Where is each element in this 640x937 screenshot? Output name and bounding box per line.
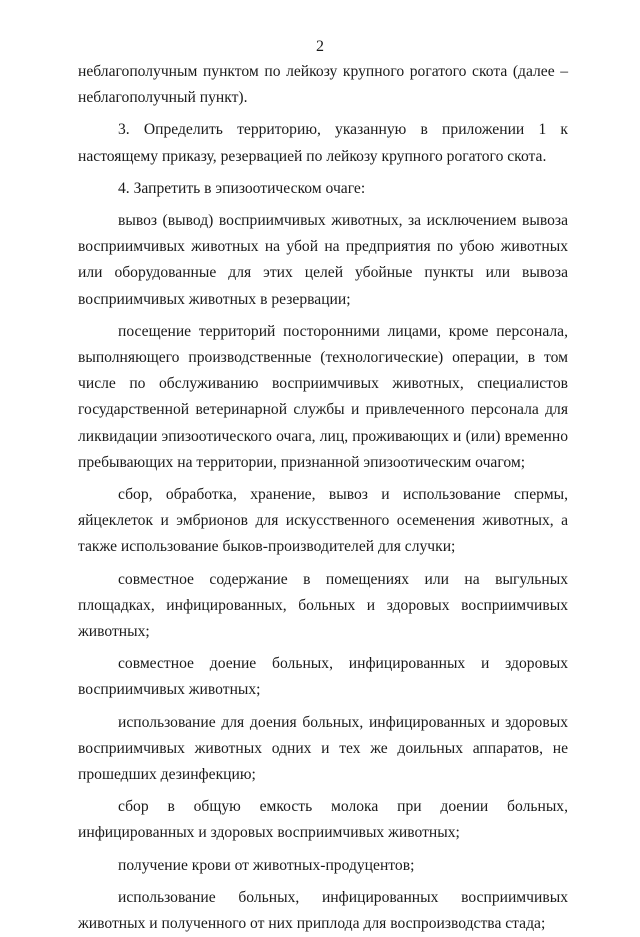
paragraph-breeding-ban: использование больных, инфицированных восприимчивых животных и полученного от них приплода для воспроизводства стада; bbox=[78, 888, 568, 933]
paragraph-housing-ban: совместное содержание в помещениях или на выгульных площадках, инфицированных, больных и здоровых восприимчивых животных; bbox=[78, 570, 568, 641]
paragraph-sperm-ban: сбор, обработка, хранение, вывоз и использование спермы, яйцеклеток и эмбрионов для искусственного осеменения животных, а также использование быков-производителей для случки; bbox=[78, 486, 568, 556]
document-body bbox=[78, 59, 568, 937]
paragraph-continuation: неблагополучным пунктом по лейкозу крупного рогатого скота (далее – неблагополучный пункт). bbox=[78, 63, 568, 107]
paragraph-equipment-ban: использование для доения больных, инфицированных и здоровых восприимчивых животных одних и тех же доильных аппаратов, не прошедших дезинфекцию; bbox=[78, 713, 568, 784]
paragraph-visit-ban: посещение территорий посторонними лицами, кроме персонала, выполняющего производственные (технологические) операции, в том числе по обслуживанию восприимчивых животных, специалистов государственной ветеринарной службы и привлеченного персонала для ликвидации эпизоотического очага, лиц, проживающих и (или) временно пребывающих на территории, признанной эпизоотическим очагом; bbox=[78, 322, 568, 471]
paragraph-item-4: 4. Запретить в эпизоотическом очаге: bbox=[118, 179, 366, 197]
paragraph-milking-ban: совместное доение больных, инфицированных и здоровых восприимчивых животных; bbox=[78, 655, 568, 699]
page-number: 2 bbox=[316, 38, 324, 55]
paragraph-export-ban: вывоз (вывод) восприимчивых животных, за исключением вывоза восприимчивых животных на убой на предприятия по убою животных или оборудованные для этих целей убойные пункты или вывоза восприимчивых животных в резервации; bbox=[78, 212, 568, 308]
paragraph-item-3: 3. Определить территорию, указанную в приложении 1 к настоящему приказу, резервацией по лейкозу крупного рогатого скота. bbox=[78, 121, 568, 165]
paragraph-blood-ban: получение крови от животных-продуцентов; bbox=[118, 856, 415, 874]
paragraph-milk-collection-ban: сбор в общую емкость молока при доении больных, инфицированных и здоровых восприимчивых животных; bbox=[78, 798, 568, 842]
